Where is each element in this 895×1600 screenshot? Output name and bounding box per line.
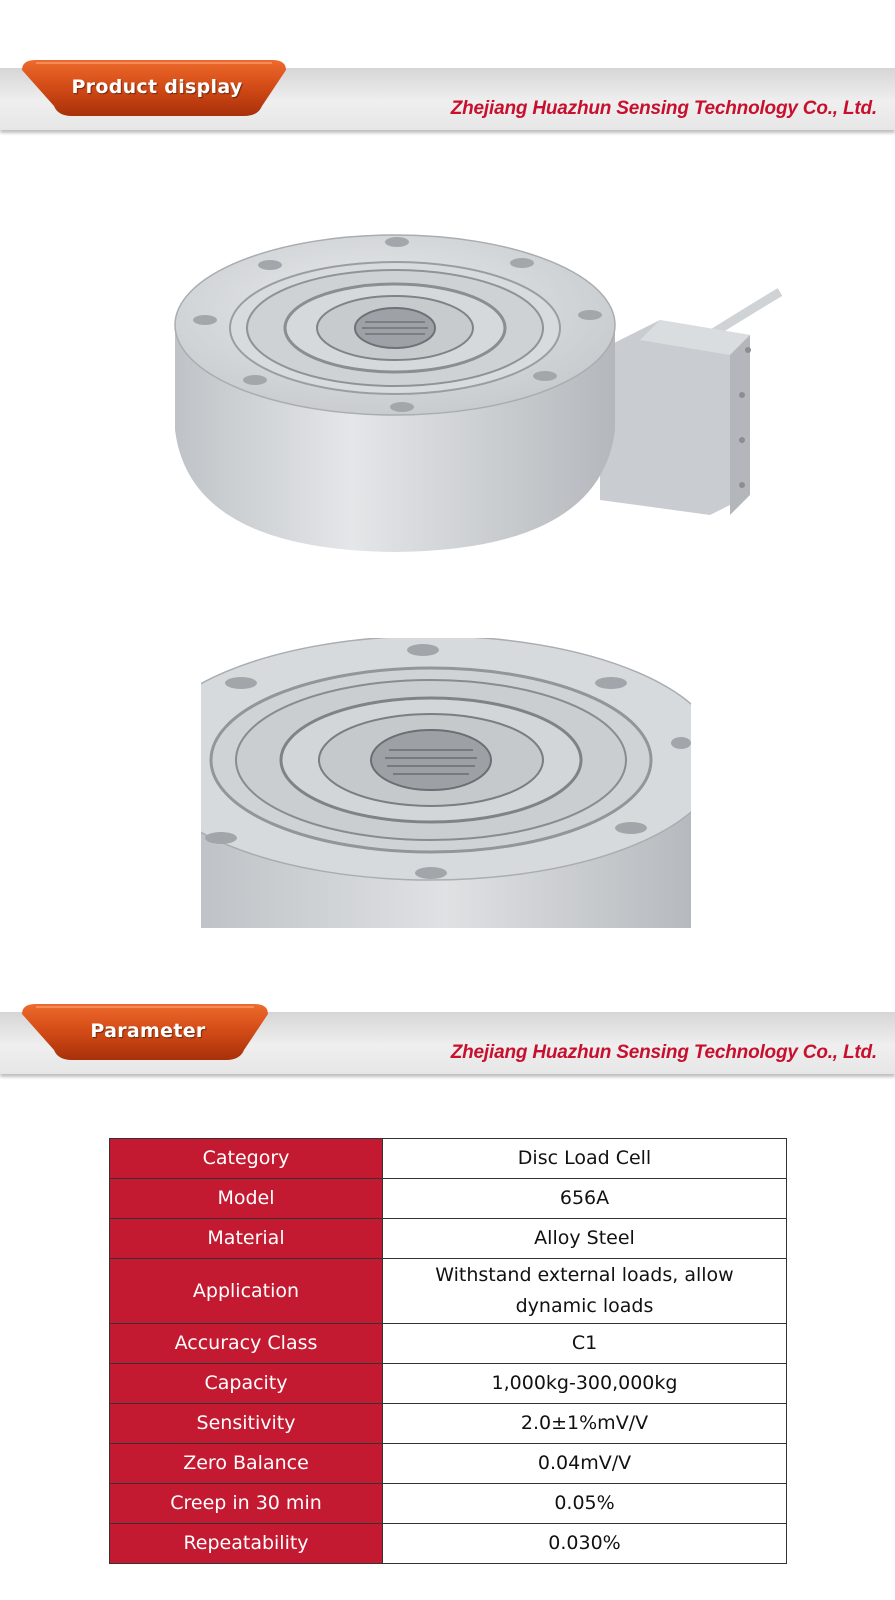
load-cell-closeup-photo (201, 638, 691, 928)
param-value: Withstand external loads, allow dynamic loads (383, 1259, 787, 1324)
section-tab (22, 58, 292, 118)
company-name: Zhejiang Huazhun Sensing Technology Co., Ltd. (450, 1042, 877, 1063)
table-row (110, 1219, 787, 1259)
company-name: Zhejiang Huazhun Sensing Technology Co., Ltd. (450, 98, 877, 119)
param-value: 0.04mV/V (383, 1444, 787, 1484)
param-label: Creep in 30 min (110, 1484, 383, 1524)
section-tab-label: Product display (71, 76, 243, 98)
param-label: Capacity (110, 1364, 383, 1404)
param-label: Material (110, 1219, 383, 1259)
table-row (110, 1444, 787, 1484)
table-row (110, 1179, 787, 1219)
section-tab-label: Parameter (90, 1020, 206, 1042)
param-label: Accuracy Class (110, 1324, 383, 1364)
param-value: Disc Load Cell (383, 1139, 787, 1179)
product-display-header (0, 58, 895, 138)
param-value: 2.0±1%mV/V (383, 1404, 787, 1444)
param-label: Application (110, 1259, 383, 1324)
section-tab (22, 1002, 274, 1062)
param-label: Model (110, 1179, 383, 1219)
param-value: 1,000kg-300,000kg (383, 1364, 787, 1404)
table-row (110, 1259, 787, 1324)
param-value: 0.030% (383, 1524, 787, 1564)
param-label: Zero Balance (110, 1444, 383, 1484)
load-cell-photo (170, 230, 790, 560)
table-row (110, 1139, 787, 1179)
table-row (110, 1364, 787, 1404)
param-label: Sensitivity (110, 1404, 383, 1444)
param-value: 0.05% (383, 1484, 787, 1524)
param-value: 656A (383, 1179, 787, 1219)
table-row (110, 1524, 787, 1564)
parameter-table (109, 1138, 787, 1564)
parameter-header (0, 1002, 895, 1082)
param-value: Alloy Steel (383, 1219, 787, 1259)
param-value: C1 (383, 1324, 787, 1364)
param-label: Category (110, 1139, 383, 1179)
table-row (110, 1404, 787, 1444)
table-row (110, 1324, 787, 1364)
table-row (110, 1484, 787, 1524)
param-label: Repeatability (110, 1524, 383, 1564)
